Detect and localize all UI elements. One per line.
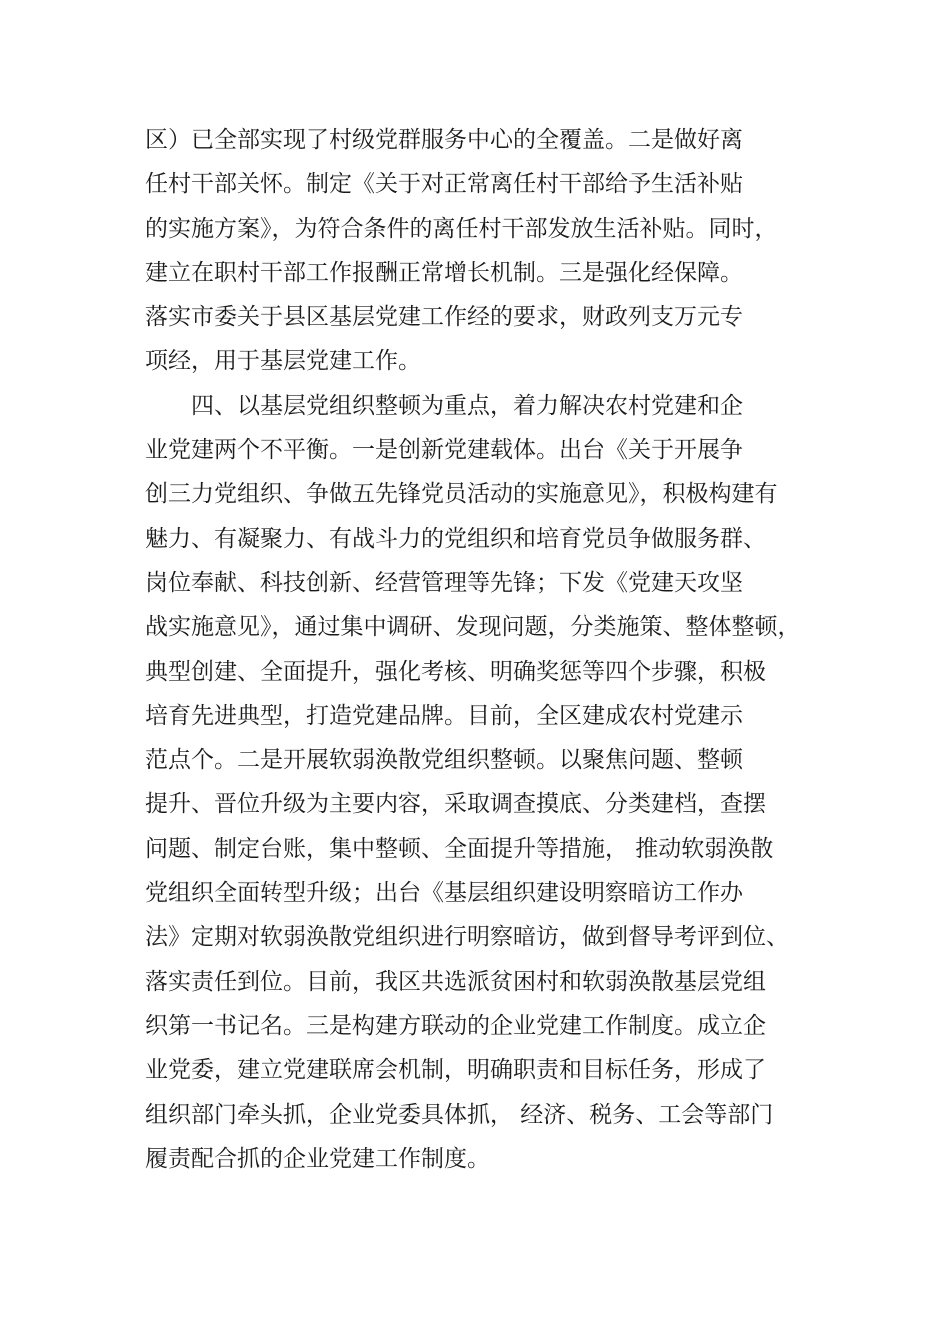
text-line: 建立在职村干部工作报酬正常增长机制。三是强化经保障。	[145, 259, 743, 286]
text-line: 培育先进典型，打造党建品牌。目前，全区建成农村党建示	[145, 702, 743, 729]
text-line: 岗位奉献、科技创新、经营管理等先锋；下发《党建天攻坚	[145, 569, 743, 596]
text-line: 法》定期对软弱涣散党组织进行明察暗访，做到督导考评到位、	[145, 924, 789, 951]
text-line: 业党委，建立党建联席会机制，明确职责和目标任务，形成了	[145, 1057, 766, 1084]
text-line: 提升、晋位升级为主要内容，采取调查摸底、分类建档，查摆	[145, 791, 766, 818]
text-line: 范点个。二是开展软弱涣散党组织整顿。以聚焦问题、整顿	[145, 747, 743, 774]
text-line: 组织部门牵头抓，企业党委具体抓， 经济、税务、工会等部门	[145, 1101, 774, 1128]
text-line: 魅力、有凝聚力、有战斗力的党组织和培育党员争做服务群、	[145, 525, 766, 552]
text-line: 创三力党组织、争做五先锋党员活动的实施意见》，积极构建有	[145, 481, 778, 508]
body-text	[145, 118, 845, 1181]
text-line: 落实市委关于县区基层党建工作经的要求，财政列支万元专	[145, 304, 743, 331]
text-line: 的实施方案》，为符合条件的离任村干部发放生活补贴。同时，	[145, 215, 778, 242]
text-line: 问题、制定台账，集中整顿、全面提升等措施， 推动软弱涣散	[145, 835, 774, 862]
text-line: 任村干部关怀。制定《关于对正常离任村干部给予生活补贴	[145, 171, 743, 198]
text-line: 织第一书记名。三是构建方联动的企业党建工作制度。成立企	[145, 1012, 766, 1039]
text-line: 履责配合抓的企业党建工作制度。	[145, 1145, 490, 1172]
text-line: 战实施意见》，通过集中调研、发现问题，分类施策、整体整顿，	[145, 614, 801, 641]
text-line: 项经，用于基层党建工作。	[145, 348, 421, 375]
text-line: 党组织全面转型升级；出台《基层组织建设明察暗访工作办	[145, 880, 743, 907]
paragraph-start-line: 四、以基层党组织整顿为重点，着力解决农村党建和企	[191, 392, 743, 419]
text-line: 典型创建、全面提升，强化考核、明确奖惩等四个步骤，积极	[145, 658, 766, 685]
text-line: 业党建两个不平衡。一是创新党建载体。出台《关于开展争	[145, 437, 743, 464]
text-line: 落实责任到位。目前，我区共选派贫困村和软弱涣散基层党组	[145, 968, 766, 995]
text-line: 区）已全部实现了村级党群服务中心的全覆盖。二是做好离	[145, 127, 743, 153]
